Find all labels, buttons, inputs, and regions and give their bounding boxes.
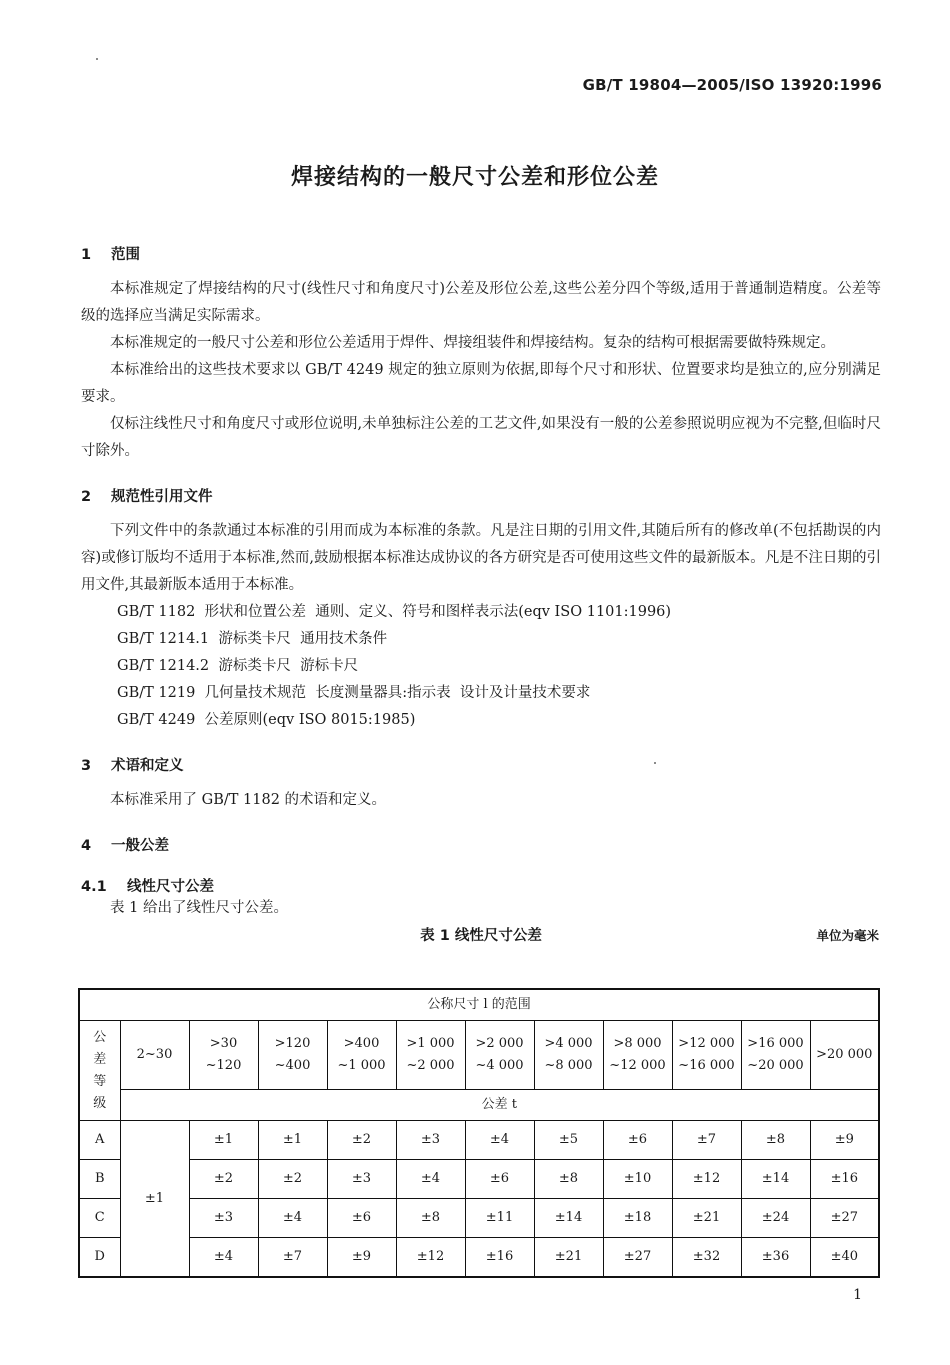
tolerance-cell: ±12 (672, 1160, 741, 1199)
table-caption-row (81, 924, 881, 946)
table-caption: 表 1 线性尺寸公差 (420, 928, 542, 944)
tolerance-cell: ±9 (327, 1238, 396, 1278)
tolerance-cell: ±32 (672, 1238, 741, 1278)
grade-cell: D (79, 1238, 120, 1278)
range-cell: >16 000 ~20 000 (741, 1021, 810, 1090)
reference-item: GB/T 1214.1 游标类卡尺 通用技术条件 (117, 631, 388, 647)
range-cell: 2~30 (120, 1021, 189, 1090)
range-cell: >1 000 ~2 000 (396, 1021, 465, 1090)
reference-item: GB/T 4249 公差原则(eqv ISO 8015:1985) (117, 712, 416, 728)
tolerance-cell: ±36 (741, 1238, 810, 1278)
section-1-para-2: 本标准规定的一般尺寸公差和形位公差适用于焊件、焊接组装件和焊接结构。复杂的结构可根据需要做特殊规定。 (110, 335, 835, 351)
common-tolerance-cell: ±1 (120, 1121, 189, 1278)
section-4-1-heading: 4.1 线性尺寸公差 (81, 879, 214, 895)
range-cell: >4 000 ~8 000 (534, 1021, 603, 1090)
tolerance-cell: ±6 (603, 1121, 672, 1160)
grade-header: 公 差 等 级 (79, 1021, 120, 1121)
range-cell: >20 000 (810, 1021, 879, 1090)
tolerance-cell: ±9 (810, 1121, 879, 1160)
range-cell: >12 000 ~16 000 (672, 1021, 741, 1090)
tolerance-cell: ±27 (603, 1238, 672, 1278)
range-cell: >30 ~120 (189, 1021, 258, 1090)
linear-tolerance-table (78, 988, 880, 1278)
tolerance-cell: ±4 (258, 1199, 327, 1238)
section-2-heading: 2 规范性引用文件 (81, 489, 213, 505)
tolerance-cell: ±3 (396, 1121, 465, 1160)
tolerance-cell: ±24 (741, 1199, 810, 1238)
tolerance-cell: ±4 (465, 1121, 534, 1160)
reference-item: GB/T 1219 几何量技术规范 长度测量器具:指示表 设计及计量技术要求 (117, 685, 591, 701)
document-title: 焊接结构的一般尺寸公差和形位公差 (290, 165, 659, 190)
scan-speck (654, 762, 656, 764)
tolerance-cell: ±18 (603, 1199, 672, 1238)
tolerance-cell: ±3 (327, 1160, 396, 1199)
tolerance-cell: ±16 (465, 1238, 534, 1278)
range-cell: >120 ~400 (258, 1021, 327, 1090)
tolerance-cell: ±11 (465, 1199, 534, 1238)
document-body (81, 243, 881, 946)
table-row (79, 1238, 879, 1278)
tolerance-cell: ±8 (396, 1199, 465, 1238)
tolerance-cell: ±6 (465, 1160, 534, 1199)
tolerance-cell: ±1 (189, 1121, 258, 1160)
grade-cell: A (79, 1121, 120, 1160)
range-header: 公称尺寸 l 的范围 (79, 989, 879, 1021)
tolerance-cell: ±21 (672, 1199, 741, 1238)
tolerance-cell: ±21 (534, 1238, 603, 1278)
tolerance-header: 公差 t (120, 1090, 879, 1121)
tolerance-cell: ±14 (741, 1160, 810, 1199)
tolerance-cell: ±40 (810, 1238, 879, 1278)
tolerance-cell: ±2 (189, 1160, 258, 1199)
tolerance-cell: ±2 (327, 1121, 396, 1160)
tolerance-cell: ±1 (258, 1121, 327, 1160)
reference-item: GB/T 1182 形状和位置公差 通则、定义、符号和图样表示法(eqv ISO 1101:1996) (117, 604, 672, 620)
tolerance-cell: ±7 (672, 1121, 741, 1160)
tolerance-cell: ±5 (534, 1121, 603, 1160)
range-cell: >2 000 ~4 000 (465, 1021, 534, 1090)
standard-code: GB/T 19804—2005/ISO 13920:1996 (582, 76, 882, 94)
tolerance-cell: ±3 (189, 1199, 258, 1238)
section-1-para-3: 本标准给出的这些技术要求以 GB/T 4249 规定的独立原则为依据,即每个尺寸和形状、位置要求均是独立的,应分别满足要求。 (81, 362, 881, 405)
range-cell: >8 000 ~12 000 (603, 1021, 672, 1090)
section-1-para-1: 本标准规定了焊接结构的尺寸(线性尺寸和角度尺寸)公差及形位公差,这些公差分四个等级,适用于普通制造精度。公差等级的选择应当满足实际需求。 (81, 281, 881, 324)
section-1-para-4: 仅标注线性尺寸和角度尺寸或形位说明,未单独标注公差的工艺文件,如果没有一般的公差参照说明应视为不完整,但临时尺寸除外。 (81, 416, 881, 459)
tolerance-cell: ±10 (603, 1160, 672, 1199)
scan-speck (96, 58, 98, 60)
tolerance-cell: ±6 (327, 1199, 396, 1238)
tolerance-cell: ±12 (396, 1238, 465, 1278)
section-3-heading: 3 术语和定义 (81, 758, 184, 774)
section-4-1-para: 表 1 给出了线性尺寸公差。 (110, 900, 288, 916)
section-2-para: 下列文件中的条款通过本标准的引用而成为本标准的条款。凡是注日期的引用文件,其随后所有的修改单(不包括勘误的内容)或修订版均不适用于本标准,然而,鼓励根据本标准达成协议的各方研究是否可使用这些文件的最新版本。凡是不注日期的引用文件,其最新版本适用于本标准。 (81, 523, 881, 593)
table-row (79, 1160, 879, 1199)
tolerance-cell: ±2 (258, 1160, 327, 1199)
tolerance-cell: ±4 (396, 1160, 465, 1199)
tolerance-cell: ±14 (534, 1199, 603, 1238)
tolerance-cell: ±4 (189, 1238, 258, 1278)
section-1-heading: 1 范围 (81, 247, 140, 263)
tolerance-cell: ±7 (258, 1238, 327, 1278)
tolerance-cell: ±16 (810, 1160, 879, 1199)
tolerance-cell: ±8 (534, 1160, 603, 1199)
table-unit: 单位为毫米 (816, 928, 879, 943)
tolerance-cell: ±27 (810, 1199, 879, 1238)
section-3-para: 本标准采用了 GB/T 1182 的术语和定义。 (110, 792, 387, 808)
grade-cell: B (79, 1160, 120, 1199)
page-number: 1 (853, 1287, 862, 1303)
table-row (79, 1121, 879, 1160)
range-cell: >400 ~1 000 (327, 1021, 396, 1090)
reference-item: GB/T 1214.2 游标类卡尺 游标卡尺 (117, 658, 359, 674)
grade-cell: C (79, 1199, 120, 1238)
table-row (79, 1199, 879, 1238)
section-4-heading: 4 一般公差 (81, 838, 169, 854)
tolerance-cell: ±8 (741, 1121, 810, 1160)
